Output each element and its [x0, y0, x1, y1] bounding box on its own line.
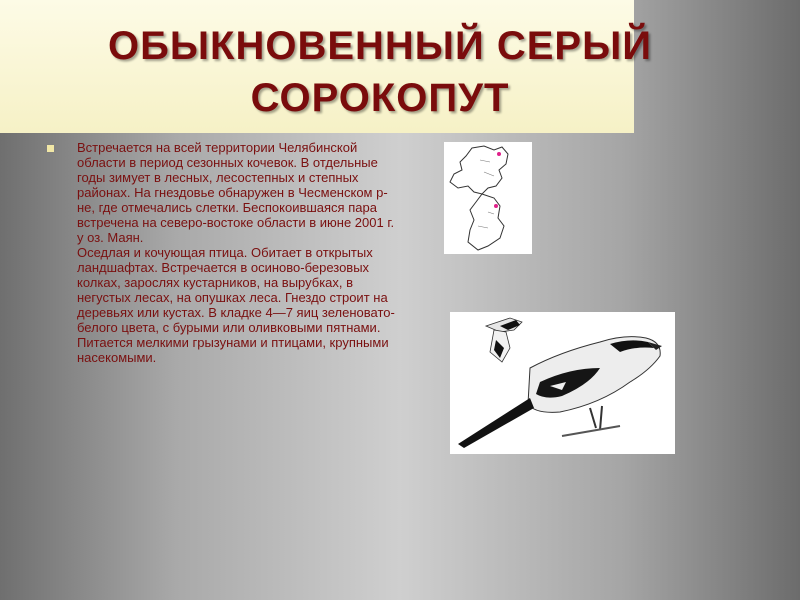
body-paragraph: Встречается на всей территории Челябинской области в период сезонных кочевок. В отдельные годы зимует в лесных, лесостепных и степных районах. На гнездовье обнаружен в Чесменском р-не, где отмечались слетки. Беспокоившаяся пара встречена на северо-востоке области в июне 2001 г. у оз. Маян. Оседлая и кочующая птица. Обитает в открытых ландшафтах. Встречается в осиново-березовых колках, зарослях кустарников, на вырубках, в негустых лесах, на опушках леса. Гнездо строит на деревьях или кустах. В кладке 4—7 яиц зеленовато-белого цвета, с бурыми или оливковыми пятнами. Питается мелкими грызунами и птицами, крупными насекомыми.: [77, 140, 395, 365]
range-marker-icon: [497, 152, 501, 156]
perched-shrike-icon: [458, 337, 662, 448]
flying-shrike-icon: [486, 318, 522, 362]
slide-title: ОБЫКНОВЕННЫЙ СЕРЫЙ СОРОКОПУТ: [108, 24, 652, 120]
range-map-icon: [444, 142, 532, 254]
range-marker-icon: [494, 204, 498, 208]
range-map-image: [444, 142, 532, 254]
bullet-marker: [47, 145, 54, 152]
shrike-drawing: [450, 312, 675, 454]
bird-illustration: [450, 312, 675, 454]
